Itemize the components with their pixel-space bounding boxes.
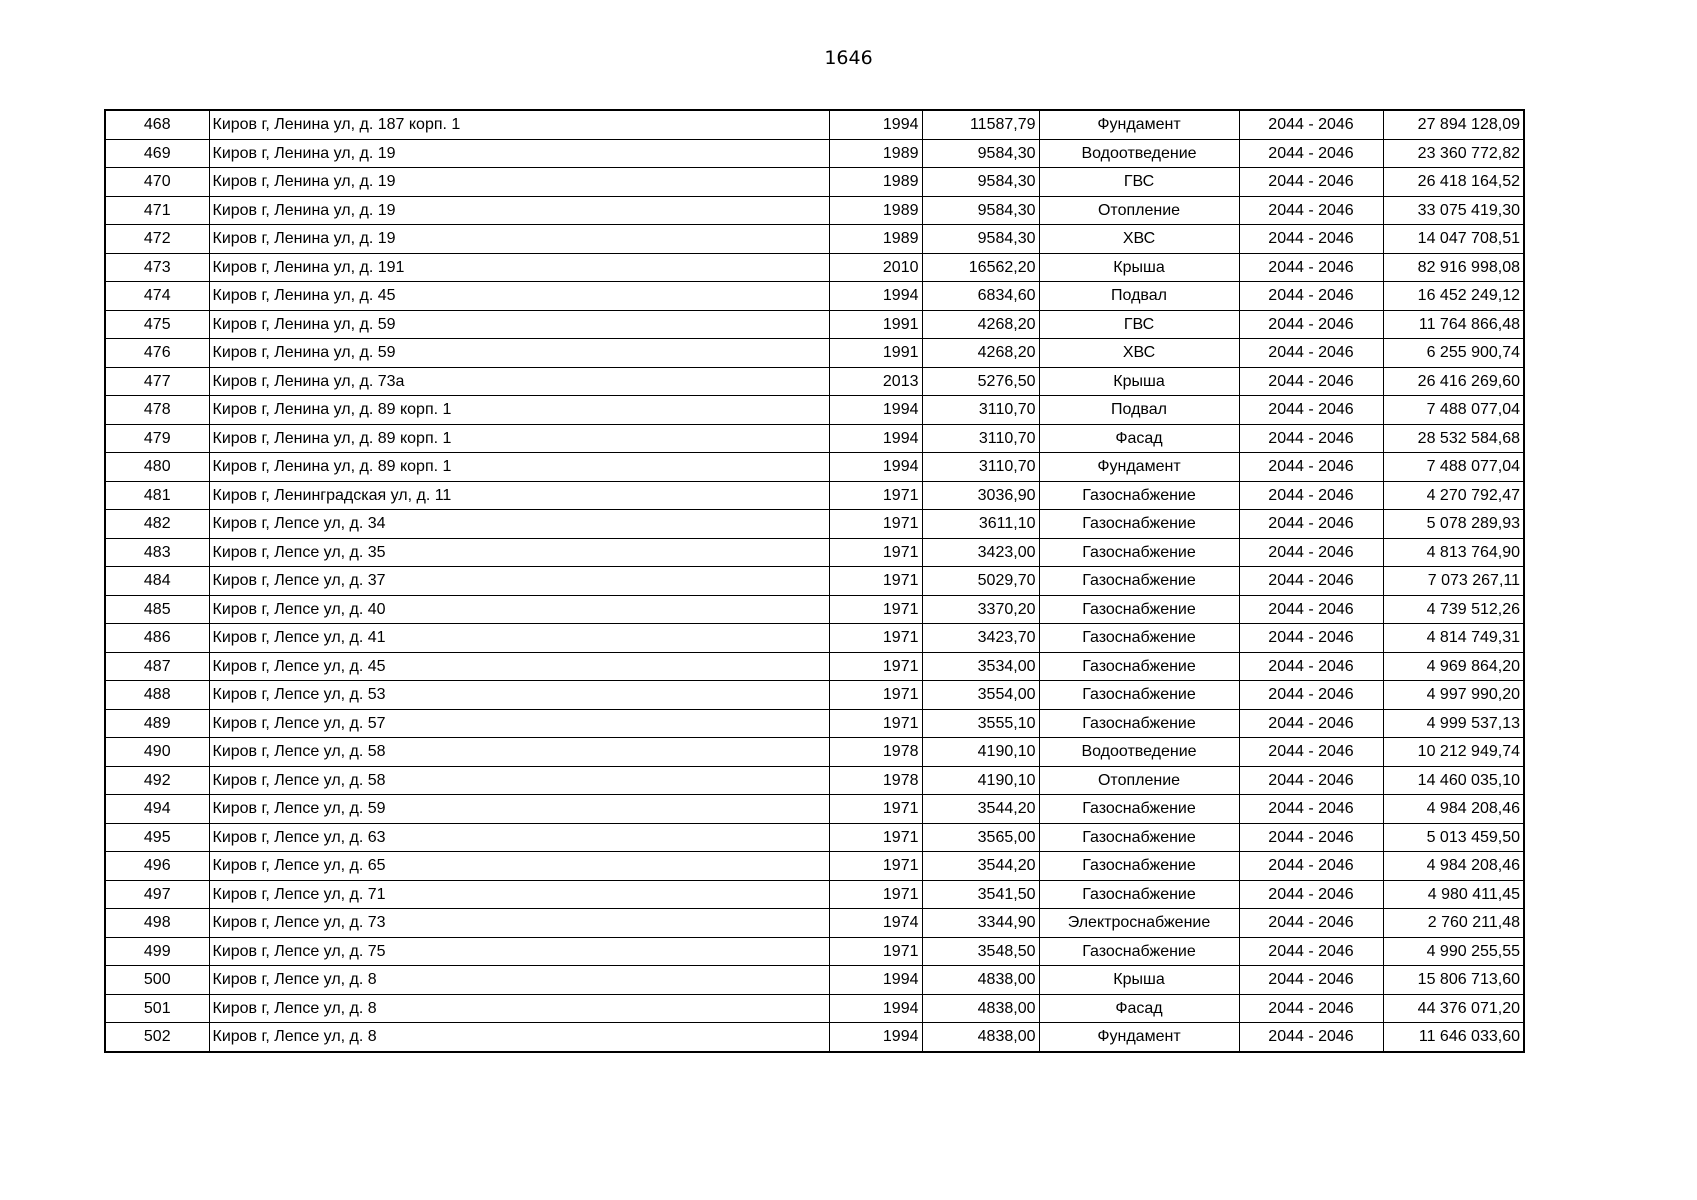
table-row bbox=[105, 1023, 1524, 1052]
address-cell: Киров г, Ленина ул, д. 19 bbox=[209, 139, 829, 168]
address-cell: Киров г, Ленина ул, д. 59 bbox=[209, 310, 829, 339]
row-number-cell: 482 bbox=[105, 510, 209, 539]
cost-cell: 10 212 949,74 bbox=[1383, 738, 1524, 767]
address-cell: Киров г, Лепсе ул, д. 35 bbox=[209, 538, 829, 567]
year-cell: 1971 bbox=[829, 567, 922, 596]
year-cell: 1989 bbox=[829, 139, 922, 168]
address-cell: Киров г, Ленина ул, д. 19 bbox=[209, 225, 829, 254]
cost-cell: 14 047 708,51 bbox=[1383, 225, 1524, 254]
row-number-cell: 474 bbox=[105, 282, 209, 311]
year-cell: 1994 bbox=[829, 966, 922, 995]
address-cell: Киров г, Лепсе ул, д. 8 bbox=[209, 1023, 829, 1052]
address-cell: Киров г, Лепсе ул, д. 8 bbox=[209, 994, 829, 1023]
area-cell: 3370,20 bbox=[922, 595, 1039, 624]
year-cell: 1994 bbox=[829, 424, 922, 453]
period-cell: 2044 - 2046 bbox=[1239, 652, 1383, 681]
cost-cell: 5 078 289,93 bbox=[1383, 510, 1524, 539]
period-cell: 2044 - 2046 bbox=[1239, 110, 1383, 139]
period-cell: 2044 - 2046 bbox=[1239, 595, 1383, 624]
row-number-cell: 481 bbox=[105, 481, 209, 510]
work-type-cell: Крыша bbox=[1039, 253, 1239, 282]
work-type-cell: Фундамент bbox=[1039, 453, 1239, 482]
work-type-cell: Газоснабжение bbox=[1039, 937, 1239, 966]
cost-cell: 15 806 713,60 bbox=[1383, 966, 1524, 995]
address-cell: Киров г, Ленина ул, д. 89 корп. 1 bbox=[209, 453, 829, 482]
table-row bbox=[105, 624, 1524, 653]
area-cell: 3110,70 bbox=[922, 453, 1039, 482]
row-number-cell: 476 bbox=[105, 339, 209, 368]
address-cell: Киров г, Ленина ул, д. 191 bbox=[209, 253, 829, 282]
address-cell: Киров г, Лепсе ул, д. 65 bbox=[209, 852, 829, 881]
address-cell: Киров г, Лепсе ул, д. 75 bbox=[209, 937, 829, 966]
year-cell: 1971 bbox=[829, 852, 922, 881]
cost-cell: 4 813 764,90 bbox=[1383, 538, 1524, 567]
cost-cell: 4 984 208,46 bbox=[1383, 795, 1524, 824]
address-cell: Киров г, Лепсе ул, д. 41 bbox=[209, 624, 829, 653]
area-cell: 3534,00 bbox=[922, 652, 1039, 681]
cost-cell: 4 999 537,13 bbox=[1383, 709, 1524, 738]
table-row bbox=[105, 538, 1524, 567]
table-row bbox=[105, 795, 1524, 824]
period-cell: 2044 - 2046 bbox=[1239, 709, 1383, 738]
table-row bbox=[105, 453, 1524, 482]
work-type-cell: Крыша bbox=[1039, 367, 1239, 396]
period-cell: 2044 - 2046 bbox=[1239, 225, 1383, 254]
area-cell: 3423,70 bbox=[922, 624, 1039, 653]
area-cell: 4838,00 bbox=[922, 966, 1039, 995]
table-row bbox=[105, 852, 1524, 881]
work-type-cell: Газоснабжение bbox=[1039, 624, 1239, 653]
row-number-cell: 485 bbox=[105, 595, 209, 624]
period-cell: 2044 - 2046 bbox=[1239, 852, 1383, 881]
area-cell: 4838,00 bbox=[922, 994, 1039, 1023]
year-cell: 1994 bbox=[829, 453, 922, 482]
year-cell: 1971 bbox=[829, 510, 922, 539]
area-cell: 11587,79 bbox=[922, 110, 1039, 139]
area-cell: 3544,20 bbox=[922, 795, 1039, 824]
address-cell: Киров г, Лепсе ул, д. 73 bbox=[209, 909, 829, 938]
table-row bbox=[105, 282, 1524, 311]
period-cell: 2044 - 2046 bbox=[1239, 909, 1383, 938]
table-row bbox=[105, 595, 1524, 624]
table-row bbox=[105, 225, 1524, 254]
period-cell: 2044 - 2046 bbox=[1239, 994, 1383, 1023]
area-cell: 4190,10 bbox=[922, 738, 1039, 767]
area-cell: 3554,00 bbox=[922, 681, 1039, 710]
address-cell: Киров г, Ленина ул, д. 45 bbox=[209, 282, 829, 311]
table-row bbox=[105, 110, 1524, 139]
period-cell: 2044 - 2046 bbox=[1239, 367, 1383, 396]
period-cell: 2044 - 2046 bbox=[1239, 481, 1383, 510]
year-cell: 1994 bbox=[829, 282, 922, 311]
work-type-cell: Газоснабжение bbox=[1039, 652, 1239, 681]
table-row bbox=[105, 253, 1524, 282]
year-cell: 1989 bbox=[829, 225, 922, 254]
address-cell: Киров г, Лепсе ул, д. 40 bbox=[209, 595, 829, 624]
row-number-cell: 475 bbox=[105, 310, 209, 339]
area-cell: 3611,10 bbox=[922, 510, 1039, 539]
table-row bbox=[105, 823, 1524, 852]
area-cell: 5276,50 bbox=[922, 367, 1039, 396]
work-type-cell: Фасад bbox=[1039, 424, 1239, 453]
address-cell: Киров г, Лепсе ул, д. 57 bbox=[209, 709, 829, 738]
row-number-cell: 492 bbox=[105, 766, 209, 795]
row-number-cell: 498 bbox=[105, 909, 209, 938]
period-cell: 2044 - 2046 bbox=[1239, 766, 1383, 795]
area-cell: 9584,30 bbox=[922, 225, 1039, 254]
period-cell: 2044 - 2046 bbox=[1239, 196, 1383, 225]
cost-cell: 4 980 411,45 bbox=[1383, 880, 1524, 909]
cost-cell: 26 418 164,52 bbox=[1383, 168, 1524, 197]
address-cell: Киров г, Ленина ул, д. 19 bbox=[209, 168, 829, 197]
work-type-cell: Водоотведение bbox=[1039, 738, 1239, 767]
work-type-cell: Газоснабжение bbox=[1039, 880, 1239, 909]
period-cell: 2044 - 2046 bbox=[1239, 624, 1383, 653]
address-cell: Киров г, Ленина ул, д. 89 корп. 1 bbox=[209, 396, 829, 425]
year-cell: 2010 bbox=[829, 253, 922, 282]
row-number-cell: 469 bbox=[105, 139, 209, 168]
row-number-cell: 495 bbox=[105, 823, 209, 852]
area-cell: 3036,90 bbox=[922, 481, 1039, 510]
period-cell: 2044 - 2046 bbox=[1239, 966, 1383, 995]
work-type-cell: Газоснабжение bbox=[1039, 567, 1239, 596]
cost-cell: 2 760 211,48 bbox=[1383, 909, 1524, 938]
table-row bbox=[105, 339, 1524, 368]
work-type-cell: Газоснабжение bbox=[1039, 510, 1239, 539]
table-row bbox=[105, 681, 1524, 710]
row-number-cell: 494 bbox=[105, 795, 209, 824]
period-cell: 2044 - 2046 bbox=[1239, 339, 1383, 368]
row-number-cell: 501 bbox=[105, 994, 209, 1023]
register-table-body bbox=[105, 110, 1524, 1052]
work-type-cell: Фундамент bbox=[1039, 110, 1239, 139]
area-cell: 9584,30 bbox=[922, 139, 1039, 168]
address-cell: Киров г, Ленинградская ул, д. 11 bbox=[209, 481, 829, 510]
row-number-cell: 473 bbox=[105, 253, 209, 282]
row-number-cell: 478 bbox=[105, 396, 209, 425]
cost-cell: 11 646 033,60 bbox=[1383, 1023, 1524, 1052]
row-number-cell: 489 bbox=[105, 709, 209, 738]
year-cell: 1978 bbox=[829, 766, 922, 795]
work-type-cell: Газоснабжение bbox=[1039, 681, 1239, 710]
cost-cell: 4 969 864,20 bbox=[1383, 652, 1524, 681]
cost-cell: 4 997 990,20 bbox=[1383, 681, 1524, 710]
work-type-cell: Газоснабжение bbox=[1039, 852, 1239, 881]
table-row bbox=[105, 994, 1524, 1023]
table-row bbox=[105, 909, 1524, 938]
year-cell: 1971 bbox=[829, 681, 922, 710]
period-cell: 2044 - 2046 bbox=[1239, 538, 1383, 567]
area-cell: 6834,60 bbox=[922, 282, 1039, 311]
table-row bbox=[105, 966, 1524, 995]
row-number-cell: 480 bbox=[105, 453, 209, 482]
year-cell: 1971 bbox=[829, 823, 922, 852]
address-cell: Киров г, Лепсе ул, д. 34 bbox=[209, 510, 829, 539]
table-row bbox=[105, 652, 1524, 681]
work-type-cell: Газоснабжение bbox=[1039, 709, 1239, 738]
period-cell: 2044 - 2046 bbox=[1239, 282, 1383, 311]
cost-cell: 27 894 128,09 bbox=[1383, 110, 1524, 139]
year-cell: 1994 bbox=[829, 110, 922, 139]
address-cell: Киров г, Ленина ул, д. 187 корп. 1 bbox=[209, 110, 829, 139]
area-cell: 3548,50 bbox=[922, 937, 1039, 966]
address-cell: Киров г, Ленина ул, д. 89 корп. 1 bbox=[209, 424, 829, 453]
year-cell: 1971 bbox=[829, 709, 922, 738]
period-cell: 2044 - 2046 bbox=[1239, 139, 1383, 168]
row-number-cell: 484 bbox=[105, 567, 209, 596]
table-row bbox=[105, 367, 1524, 396]
table-row bbox=[105, 766, 1524, 795]
register-table bbox=[104, 109, 1525, 1053]
cost-cell: 7 488 077,04 bbox=[1383, 396, 1524, 425]
cost-cell: 11 764 866,48 bbox=[1383, 310, 1524, 339]
table-row bbox=[105, 139, 1524, 168]
cost-cell: 4 990 255,55 bbox=[1383, 937, 1524, 966]
cost-cell: 4 270 792,47 bbox=[1383, 481, 1524, 510]
work-type-cell: ХВС bbox=[1039, 339, 1239, 368]
work-type-cell: Водоотведение bbox=[1039, 139, 1239, 168]
address-cell: Киров г, Ленина ул, д. 59 bbox=[209, 339, 829, 368]
period-cell: 2044 - 2046 bbox=[1239, 567, 1383, 596]
year-cell: 1971 bbox=[829, 481, 922, 510]
year-cell: 1971 bbox=[829, 795, 922, 824]
table-row bbox=[105, 310, 1524, 339]
period-cell: 2044 - 2046 bbox=[1239, 424, 1383, 453]
row-number-cell: 488 bbox=[105, 681, 209, 710]
row-number-cell: 499 bbox=[105, 937, 209, 966]
area-cell: 9584,30 bbox=[922, 196, 1039, 225]
cost-cell: 28 532 584,68 bbox=[1383, 424, 1524, 453]
year-cell: 1991 bbox=[829, 339, 922, 368]
row-number-cell: 486 bbox=[105, 624, 209, 653]
period-cell: 2044 - 2046 bbox=[1239, 795, 1383, 824]
work-type-cell: Газоснабжение bbox=[1039, 595, 1239, 624]
cost-cell: 7 073 267,11 bbox=[1383, 567, 1524, 596]
year-cell: 1989 bbox=[829, 196, 922, 225]
year-cell: 1971 bbox=[829, 880, 922, 909]
period-cell: 2044 - 2046 bbox=[1239, 681, 1383, 710]
table-row bbox=[105, 738, 1524, 767]
area-cell: 4838,00 bbox=[922, 1023, 1039, 1052]
table-row bbox=[105, 424, 1524, 453]
cost-cell: 14 460 035,10 bbox=[1383, 766, 1524, 795]
cost-cell: 16 452 249,12 bbox=[1383, 282, 1524, 311]
period-cell: 2044 - 2046 bbox=[1239, 738, 1383, 767]
work-type-cell: ГВС bbox=[1039, 168, 1239, 197]
address-cell: Киров г, Лепсе ул, д. 45 bbox=[209, 652, 829, 681]
row-number-cell: 471 bbox=[105, 196, 209, 225]
year-cell: 1971 bbox=[829, 624, 922, 653]
cost-cell: 4 739 512,26 bbox=[1383, 595, 1524, 624]
period-cell: 2044 - 2046 bbox=[1239, 453, 1383, 482]
work-type-cell: Отопление bbox=[1039, 766, 1239, 795]
cost-cell: 82 916 998,08 bbox=[1383, 253, 1524, 282]
work-type-cell: Фасад bbox=[1039, 994, 1239, 1023]
address-cell: Киров г, Ленина ул, д. 19 bbox=[209, 196, 829, 225]
address-cell: Киров г, Лепсе ул, д. 37 bbox=[209, 567, 829, 596]
period-cell: 2044 - 2046 bbox=[1239, 310, 1383, 339]
table-row bbox=[105, 709, 1524, 738]
table-row bbox=[105, 937, 1524, 966]
area-cell: 9584,30 bbox=[922, 168, 1039, 197]
area-cell: 3541,50 bbox=[922, 880, 1039, 909]
work-type-cell: Подвал bbox=[1039, 282, 1239, 311]
cost-cell: 7 488 077,04 bbox=[1383, 453, 1524, 482]
row-number-cell: 487 bbox=[105, 652, 209, 681]
year-cell: 1994 bbox=[829, 396, 922, 425]
area-cell: 3544,20 bbox=[922, 852, 1039, 881]
area-cell: 4268,20 bbox=[922, 339, 1039, 368]
period-cell: 2044 - 2046 bbox=[1239, 880, 1383, 909]
row-number-cell: 483 bbox=[105, 538, 209, 567]
work-type-cell: Отопление bbox=[1039, 196, 1239, 225]
period-cell: 2044 - 2046 bbox=[1239, 1023, 1383, 1052]
area-cell: 5029,70 bbox=[922, 567, 1039, 596]
table-row bbox=[105, 510, 1524, 539]
year-cell: 2013 bbox=[829, 367, 922, 396]
cost-cell: 23 360 772,82 bbox=[1383, 139, 1524, 168]
period-cell: 2044 - 2046 bbox=[1239, 937, 1383, 966]
period-cell: 2044 - 2046 bbox=[1239, 168, 1383, 197]
row-number-cell: 500 bbox=[105, 966, 209, 995]
work-type-cell: Газоснабжение bbox=[1039, 823, 1239, 852]
cost-cell: 4 984 208,46 bbox=[1383, 852, 1524, 881]
address-cell: Киров г, Лепсе ул, д. 59 bbox=[209, 795, 829, 824]
work-type-cell: Электроснабжение bbox=[1039, 909, 1239, 938]
work-type-cell: Газоснабжение bbox=[1039, 481, 1239, 510]
area-cell: 16562,20 bbox=[922, 253, 1039, 282]
address-cell: Киров г, Ленина ул, д. 73а bbox=[209, 367, 829, 396]
row-number-cell: 472 bbox=[105, 225, 209, 254]
cost-cell: 5 013 459,50 bbox=[1383, 823, 1524, 852]
row-number-cell: 496 bbox=[105, 852, 209, 881]
area-cell: 3555,10 bbox=[922, 709, 1039, 738]
period-cell: 2044 - 2046 bbox=[1239, 823, 1383, 852]
area-cell: 4190,10 bbox=[922, 766, 1039, 795]
table-row bbox=[105, 196, 1524, 225]
address-cell: Киров г, Лепсе ул, д. 8 bbox=[209, 966, 829, 995]
address-cell: Киров г, Лепсе ул, д. 58 bbox=[209, 738, 829, 767]
year-cell: 1971 bbox=[829, 937, 922, 966]
year-cell: 1994 bbox=[829, 1023, 922, 1052]
area-cell: 3110,70 bbox=[922, 424, 1039, 453]
year-cell: 1978 bbox=[829, 738, 922, 767]
cost-cell: 6 255 900,74 bbox=[1383, 339, 1524, 368]
cost-cell: 44 376 071,20 bbox=[1383, 994, 1524, 1023]
year-cell: 1971 bbox=[829, 595, 922, 624]
row-number-cell: 477 bbox=[105, 367, 209, 396]
year-cell: 1989 bbox=[829, 168, 922, 197]
area-cell: 3423,00 bbox=[922, 538, 1039, 567]
area-cell: 3344,90 bbox=[922, 909, 1039, 938]
work-type-cell: ХВС bbox=[1039, 225, 1239, 254]
period-cell: 2044 - 2046 bbox=[1239, 396, 1383, 425]
work-type-cell: Крыша bbox=[1039, 966, 1239, 995]
year-cell: 1991 bbox=[829, 310, 922, 339]
period-cell: 2044 - 2046 bbox=[1239, 253, 1383, 282]
cost-cell: 33 075 419,30 bbox=[1383, 196, 1524, 225]
row-number-cell: 497 bbox=[105, 880, 209, 909]
table-row bbox=[105, 168, 1524, 197]
period-cell: 2044 - 2046 bbox=[1239, 510, 1383, 539]
address-cell: Киров г, Лепсе ул, д. 63 bbox=[209, 823, 829, 852]
table-row bbox=[105, 880, 1524, 909]
area-cell: 4268,20 bbox=[922, 310, 1039, 339]
table-row bbox=[105, 567, 1524, 596]
year-cell: 1971 bbox=[829, 538, 922, 567]
table-row bbox=[105, 481, 1524, 510]
year-cell: 1994 bbox=[829, 994, 922, 1023]
year-cell: 1971 bbox=[829, 652, 922, 681]
row-number-cell: 468 bbox=[105, 110, 209, 139]
work-type-cell: Фундамент bbox=[1039, 1023, 1239, 1052]
address-cell: Киров г, Лепсе ул, д. 71 bbox=[209, 880, 829, 909]
work-type-cell: ГВС bbox=[1039, 310, 1239, 339]
work-type-cell: Газоснабжение bbox=[1039, 795, 1239, 824]
table-row bbox=[105, 396, 1524, 425]
work-type-cell: Газоснабжение bbox=[1039, 538, 1239, 567]
year-cell: 1974 bbox=[829, 909, 922, 938]
row-number-cell: 502 bbox=[105, 1023, 209, 1052]
address-cell: Киров г, Лепсе ул, д. 58 bbox=[209, 766, 829, 795]
row-number-cell: 479 bbox=[105, 424, 209, 453]
cost-cell: 26 416 269,60 bbox=[1383, 367, 1524, 396]
area-cell: 3110,70 bbox=[922, 396, 1039, 425]
page-number: 1646 bbox=[824, 47, 873, 69]
address-cell: Киров г, Лепсе ул, д. 53 bbox=[209, 681, 829, 710]
row-number-cell: 490 bbox=[105, 738, 209, 767]
work-type-cell: Подвал bbox=[1039, 396, 1239, 425]
cost-cell: 4 814 749,31 bbox=[1383, 624, 1524, 653]
area-cell: 3565,00 bbox=[922, 823, 1039, 852]
row-number-cell: 470 bbox=[105, 168, 209, 197]
